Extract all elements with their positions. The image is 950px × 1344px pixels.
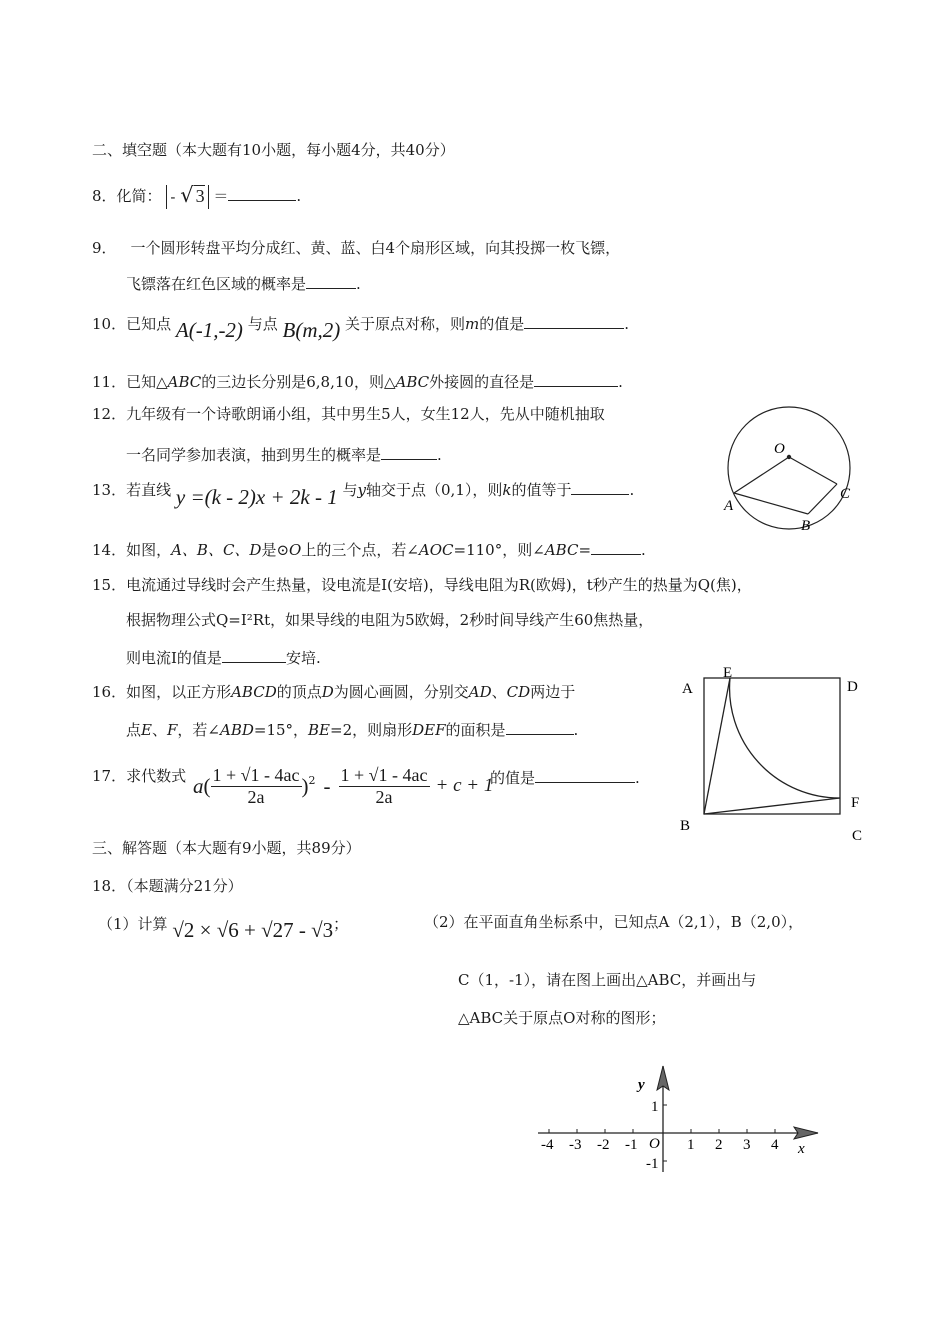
q11-text3: 外接圆的直径是 — [429, 373, 535, 391]
q17-answer — [490, 766, 640, 788]
q10-mid: 与点 — [247, 315, 278, 333]
tick-label-neg2: -2 — [597, 1137, 610, 1153]
q8-end: . — [296, 187, 302, 205]
q10-end: . — [624, 315, 630, 333]
question-10 — [92, 312, 630, 342]
segment-oc — [789, 457, 837, 484]
question-14 — [92, 538, 646, 560]
q17-fraction2 — [339, 765, 430, 808]
q13-var-k: k — [502, 481, 512, 499]
q11-text2: 的三边长分别是6,8,10，则△ — [201, 373, 396, 391]
q14-text: 14．如图， — [92, 541, 172, 559]
tick-label-neg3: -3 — [569, 1137, 582, 1153]
q10-answer-blank[interactable] — [524, 312, 624, 329]
section-3-heading: 三、解答题（本大题有9小题，共89分） — [92, 839, 361, 857]
q10-point-b: B(m,2) — [282, 318, 341, 342]
q16-t8: =15°， — [253, 721, 309, 739]
origin-label: O — [649, 1136, 660, 1152]
q16-cd: CD — [506, 683, 531, 701]
q9-text-line1: 一个圆形转盘平均分成红、黄、蓝、白4个扇形区域，向其投掷一枚飞镖， — [130, 239, 621, 257]
segment-be — [704, 678, 730, 814]
q14-text5: = — [578, 541, 592, 559]
question-13 — [92, 478, 635, 509]
q17-den2: 2a — [375, 786, 393, 807]
section-2-heading: 二、填空题（本大题有10小题，每小题4分，共40分） — [92, 141, 455, 159]
q17-label: 17．求代数式 — [92, 767, 187, 785]
x-axis-arrow — [794, 1127, 818, 1139]
q10-label: 10．已知点 — [92, 315, 172, 333]
q14-circle: O — [289, 541, 302, 559]
q14-end: . — [641, 541, 646, 559]
q8-abs-expression — [166, 185, 208, 209]
q17-expression — [193, 758, 493, 814]
question-15-line3 — [126, 646, 321, 668]
q17-open-paren: ( — [203, 773, 211, 798]
q14-text2: 是⊙ — [261, 541, 290, 559]
q8-equals: ＝ — [213, 187, 229, 205]
q15-answer-blank[interactable] — [222, 646, 286, 663]
label-b: B — [801, 518, 811, 534]
q9-end: . — [356, 275, 361, 293]
tick-label-y1: 1 — [651, 1099, 659, 1115]
label-c: C — [840, 486, 851, 502]
q13-label: 13．若直线 — [92, 481, 172, 499]
tick-label-neg1: -1 — [625, 1137, 638, 1153]
question-18-part2-line2: C（1，-1），请在图上画出△ABC，并画出与 — [458, 971, 757, 989]
q8-answer-blank[interactable] — [228, 184, 296, 201]
question-15-line1: 15．电流通过导线时会产生热量，设电流是I(安培)，导线电阻为R(欧姆)，t秒产生的热量为Q(焦)， — [92, 576, 752, 594]
q13-end: . — [629, 481, 635, 499]
q9-answer-blank[interactable] — [306, 272, 356, 289]
q18-p1-label: （1）计算 — [98, 915, 168, 933]
q16-e: E — [141, 721, 152, 739]
tick-label-2: 2 — [715, 1137, 723, 1153]
question-17 — [92, 766, 186, 786]
q15-text-line3: 则电流I的值是 — [126, 649, 222, 667]
circle-o — [728, 407, 850, 529]
arc-ef — [730, 678, 840, 798]
coordinate-axes — [532, 1060, 832, 1180]
q11-abc2: ABC — [395, 373, 430, 391]
square-figure — [672, 664, 872, 848]
q11-abc1: ABC — [167, 373, 202, 391]
label-d: D — [847, 679, 858, 695]
q17-num1: 1 + √1 - 4ac — [212, 764, 300, 785]
q12-text-line2: 一名同学参加表演，抽到男生的概率是 — [126, 446, 382, 464]
q14-answer-blank[interactable] — [591, 538, 641, 555]
question-12-line2 — [126, 443, 442, 465]
q16-t2: 的顶点 — [276, 683, 322, 701]
label-e: E — [723, 665, 733, 681]
q11-answer-blank[interactable] — [534, 370, 618, 387]
q17-answer-blank[interactable] — [535, 766, 635, 783]
q13-rest: 轴交于点（0,1），则 — [366, 481, 503, 499]
question-8 — [92, 184, 301, 209]
q8-label: 8．化简： — [92, 187, 162, 205]
x-label: x — [798, 1141, 805, 1157]
q16-answer-blank[interactable] — [506, 718, 574, 735]
q16-abd: ABD — [219, 721, 254, 739]
tick-label-4: 4 — [771, 1137, 779, 1153]
question-12-line1: 12．九年级有一个诗歌朗诵小组，其中男生5人，女生12人，先从中随机抽取 — [92, 405, 605, 423]
square-abcd — [704, 678, 840, 814]
segment-oa — [734, 457, 789, 493]
q13-mid: 与 — [342, 481, 358, 499]
label-o: O — [774, 441, 785, 457]
q16-t10: 的面积是 — [445, 721, 506, 739]
q11-text1: 11．已知△ — [92, 373, 168, 391]
q16-f: F — [166, 721, 178, 739]
tick-label-3: 3 — [743, 1137, 751, 1153]
q10-rest1: 关于原点对称，则 — [345, 315, 466, 333]
q17-rest: 的值是 — [490, 769, 536, 787]
q13-answer-blank[interactable] — [571, 478, 629, 495]
q12-end: . — [437, 446, 442, 464]
q17-a: a — [193, 773, 204, 798]
question-11 — [92, 370, 623, 392]
question-18-part2-line1: （2）在平面直角坐标系中，已知点A（2,1），B（2,0）， — [424, 913, 804, 931]
q14-text4: =110°，则∠ — [453, 541, 545, 559]
tick-label-yneg1: -1 — [646, 1156, 659, 1172]
q13-yaxis: y — [357, 481, 367, 499]
y-label: y — [638, 1077, 645, 1093]
q13-equation: y =(k - 2)x + 2k - 1 — [175, 485, 338, 509]
q8-radicand: 3 — [195, 186, 205, 206]
q17-den1: 2a — [247, 786, 265, 807]
label-f: F — [851, 795, 860, 811]
q17-square: 2 — [308, 773, 316, 787]
q18-p1-end: ； — [333, 915, 349, 933]
q15-end: 安培. — [285, 649, 321, 667]
question-18-part1 — [98, 912, 349, 942]
q14-points: A、B、C、D — [171, 541, 262, 559]
q16-end: . — [573, 721, 579, 739]
q17-tail: + c + 1 — [435, 775, 494, 796]
label-a: A — [682, 681, 693, 697]
q8-minus: - — [170, 188, 176, 206]
circle-figure — [718, 404, 868, 536]
q14-angle1: AOC — [418, 541, 454, 559]
q16-t9: =2，则扇形 — [330, 721, 413, 739]
q16-t7: ，若∠ — [177, 721, 220, 739]
q14-angle2: ABC — [544, 541, 579, 559]
q16-def: DEF — [412, 721, 446, 739]
q9-text-line2: 飞镖落在红色区域的概率是 — [126, 275, 307, 293]
y-axis-arrow — [657, 1066, 669, 1090]
q16-t5: 点 — [126, 721, 142, 739]
question-15-line2: 根据物理公式Q=I²Rt，如果导线的电阻为5欧姆，2秒时间导线产生60焦热量， — [126, 611, 654, 629]
q16-t4: 两边于 — [530, 683, 576, 701]
q16-square: ABCD — [231, 683, 277, 701]
q17-num2: 1 + √1 - 4ac — [340, 764, 428, 785]
segment-bc — [808, 484, 837, 514]
q16-sep: 、 — [491, 683, 507, 701]
q16-ad: AD — [468, 683, 492, 701]
sqrt-symbol: √ — [180, 183, 194, 207]
question-9-line2 — [126, 272, 361, 294]
q13-rest2: 的值等于 — [511, 481, 572, 499]
q11-end: . — [618, 373, 623, 391]
q18-p1-expression: √2 × √6 + √27 - √3 — [172, 918, 334, 942]
q17-fraction1 — [211, 765, 302, 808]
segment-bf — [704, 798, 840, 814]
q10-point-a: A(-1,-2) — [175, 318, 243, 342]
tick-label-1: 1 — [687, 1137, 695, 1153]
q16-t3: 为圆心画圆，分别交 — [333, 683, 469, 701]
q16-t1: 16．如图，以正方形 — [92, 683, 232, 701]
q16-d: D — [321, 683, 334, 701]
label-b: B — [680, 818, 691, 834]
q14-text3: 上的三个点，若∠ — [301, 541, 419, 559]
label-c: C — [852, 828, 863, 844]
q17-end: . — [635, 769, 640, 787]
question-16-line1 — [92, 682, 575, 702]
label-a: A — [724, 498, 734, 514]
q10-var-m: m — [465, 315, 480, 333]
q9-number: 9． — [92, 239, 117, 257]
q16-be: BE — [308, 721, 331, 739]
question-16-line2 — [126, 718, 578, 740]
q16-t6: 、 — [151, 721, 167, 739]
question-18-part2-line3: △ABC关于原点O对称的图形； — [458, 1009, 666, 1027]
q10-rest2: 的值是 — [479, 315, 525, 333]
question-18-heading: 18．（本题满分21分） — [92, 877, 243, 895]
question-9-line1 — [92, 238, 620, 258]
q12-answer-blank[interactable] — [381, 443, 437, 460]
q17-minus: - — [323, 773, 331, 798]
tick-label-neg4: -4 — [541, 1137, 554, 1153]
q17-close-paren: ) — [301, 773, 309, 798]
